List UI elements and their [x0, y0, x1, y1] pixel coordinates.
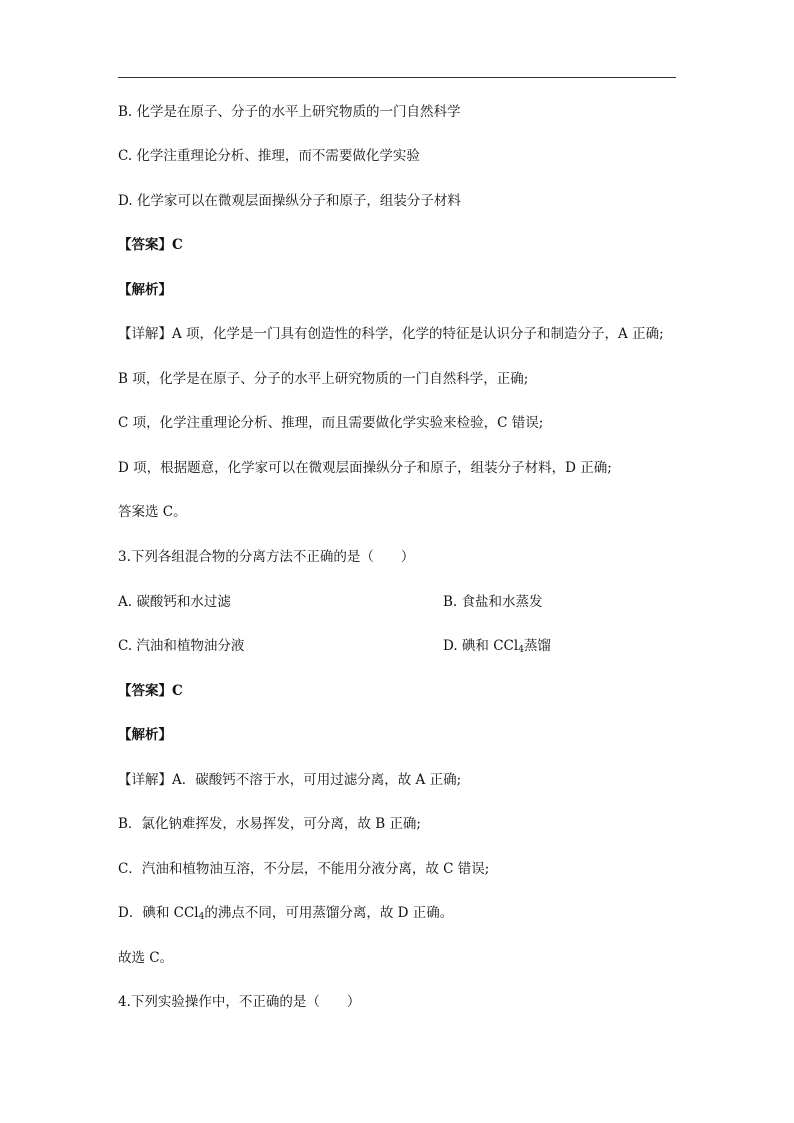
q3-option-a: A. 碳酸钙和水过滤: [118, 594, 231, 610]
q3-detail-d-prefix: D．碘和 CCl: [118, 905, 199, 921]
q3-conclusion: 故选 C。: [118, 950, 174, 966]
q2-answer: 【答案】C: [118, 237, 183, 253]
q2-analysis-heading: 【解析】: [118, 282, 172, 298]
q3-answer: 【答案】C: [118, 683, 183, 699]
q3-question: 3.下列各组混合物的分离方法不正确的是（ ）: [118, 549, 415, 565]
header-rule: [118, 77, 676, 78]
q2-conclusion: 答案选 C。: [118, 504, 187, 520]
q3-analysis-heading: 【解析】: [118, 727, 172, 743]
q3-detail-d: [118, 904, 453, 922]
q2-detail-d: D 项，根据题意，化学家可以在微观层面操纵分子和原子，组装分子材料，D 正确;: [118, 460, 612, 476]
q3-option-c: C. 汽油和植物油分液: [118, 638, 245, 654]
q3-detail-c: C．汽油和植物油互溶，不分层，不能用分液分离，故 C 错误;: [118, 861, 490, 877]
q3-option-d-subscript: 4: [518, 645, 524, 655]
q2-detail-c: C 项，化学注重理论分析、推理，而且需要做化学实验来检验，C 错误;: [118, 415, 544, 431]
q3-option-b: B. 食盐和水蒸发: [443, 594, 543, 610]
q2-detail-a: 【详解】A 项，化学是一门具有创造性的科学，化学的特征是认识分子和制造分子，A 正确;: [118, 326, 664, 342]
q3-option-d: [443, 637, 551, 655]
q3-option-d-suffix: 蒸馏: [523, 638, 551, 654]
q3-detail-a: 【详解】A．碳酸钙不溶于水，可用过滤分离，故 A 正确;: [118, 772, 462, 788]
q2-option-b: B. 化学是在原子、分子的水平上研究物质的一门自然科学: [118, 104, 461, 120]
q4-question: 4.下列实验操作中，不正确的是（ ）: [118, 994, 361, 1010]
q3-detail-d-suffix: 的沸点不同，可用蒸馏分离，故 D 正确。: [204, 905, 454, 921]
q2-detail-b: B 项，化学是在原子、分子的水平上研究物质的一门自然科学，正确;: [118, 371, 529, 387]
q3-option-d-prefix: D. 碘和 CCl: [443, 638, 519, 654]
q2-option-d: D. 化学家可以在微观层面操纵分子和原子，组装分子材料: [118, 193, 461, 209]
q3-detail-d-subscript: 4: [198, 912, 205, 922]
q2-option-c: C. 化学注重理论分析、推理，而不需要做化学实验: [118, 148, 420, 164]
q3-detail-b: B．氯化钠难挥发，水易挥发，可分离，故 B 正确;: [118, 816, 421, 832]
